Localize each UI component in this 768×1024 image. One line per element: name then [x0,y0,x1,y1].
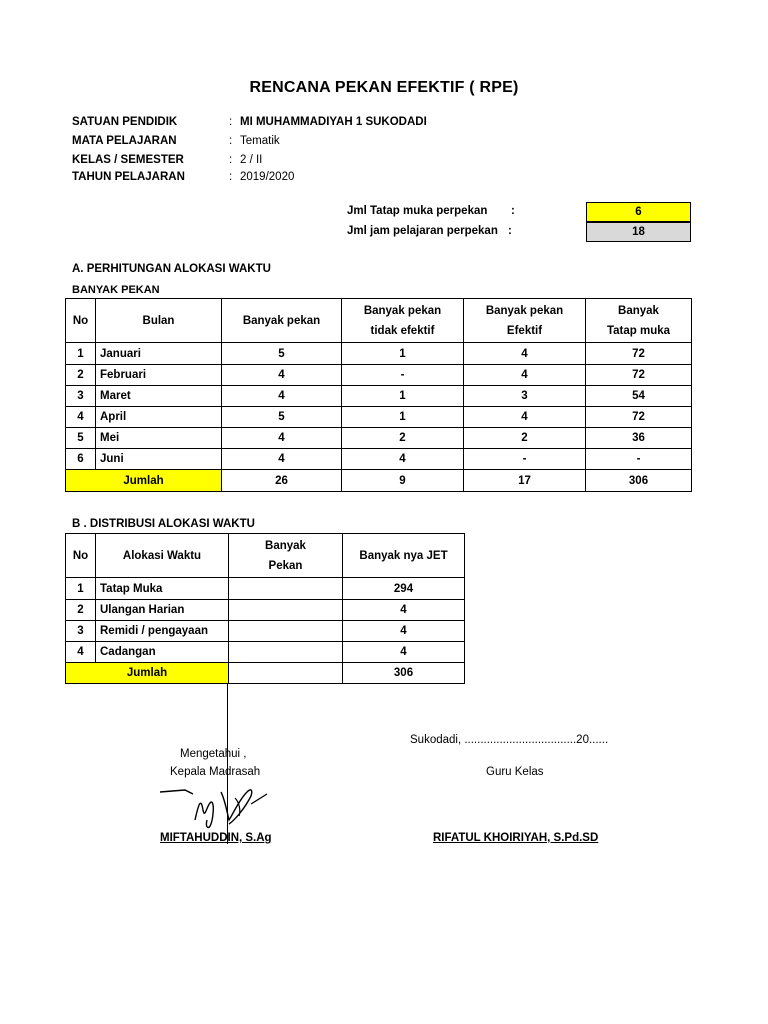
total-efektif: 17 [464,470,586,492]
cell-jet: 4 [343,600,465,621]
header-tatap-muka-line1: Banyak [618,304,659,317]
header-tatap-muka-line2: Tatap muka [606,324,671,337]
cell-pekan [229,578,343,600]
cell-bulan: Maret [96,386,222,407]
table-total-row [66,663,465,684]
header-efektif-line1: Banyak pekan [485,304,564,317]
total-tidak-efektif: 9 [342,470,464,492]
info-label-satuan: SATUAN PENDIDIK [72,116,178,128]
total-jet: 306 [343,663,465,684]
cell-tidak-efektif: - [342,365,464,386]
cell-pekan [229,621,343,642]
document-title: RENCANA PEKAN EFEKTIF ( RPE) [249,79,519,96]
cell-no: 4 [66,642,96,663]
cell-jet: 294 [343,578,465,600]
cell-alokasi: Remidi / pengayaan [96,621,229,642]
cell-tidak-efektif: 1 [342,407,464,428]
jml-tatap-value: 6 [586,202,691,222]
cell-alokasi: Cadangan [96,642,229,663]
cell-pekan: 4 [222,428,342,449]
total-pekan: 26 [222,470,342,492]
cell-no: 2 [66,600,96,621]
cell-no: 2 [66,365,96,386]
cell-alokasi: Tatap Muka [96,578,229,600]
cell-efektif: 4 [464,365,586,386]
signature-right-name: RIFATUL KHOIRIYAH, S.Pd.SD [433,832,599,844]
cell-tatap-muka: 54 [586,386,692,407]
cell-efektif: 4 [464,407,586,428]
header-alokasi: Alokasi Waktu [96,534,229,578]
table-row [66,365,692,386]
signature-left-line2: Kepala Madrasah [170,766,261,778]
total-pekan [229,663,343,684]
header-tatap-muka [586,299,692,343]
header-banyak-pekan [229,534,343,578]
info-value-tahun: 2019/2020 [240,171,295,183]
header-banyak-pekan: Banyak pekan [222,299,342,343]
cell-efektif: 3 [464,386,586,407]
cell-pekan [229,642,343,663]
cell-no: 3 [66,621,96,642]
cell-efektif: - [464,449,586,470]
jml-jam-label: Jml jam pelajaran perpekan [347,225,498,237]
header-banyak-pekan-line2: Pekan [268,559,303,572]
signature-left-line1: Mengetahui , [180,748,247,760]
table-header-row [66,299,692,343]
jml-tatap-label: Jml Tatap muka perpekan [347,205,488,217]
info-label-mapel: MATA PELAJARAN [72,135,177,147]
cell-tatap-muka: 72 [586,407,692,428]
cell-jet: 4 [343,642,465,663]
cell-bulan: Mei [96,428,222,449]
cell-tidak-efektif: 1 [342,386,464,407]
table-row [66,407,692,428]
cell-tatap-muka: 72 [586,365,692,386]
table-total-row [66,470,692,492]
cell-pekan: 4 [222,365,342,386]
table-row [66,642,465,663]
header-banyak-pekan-line1: Banyak [265,539,306,552]
header-efektif-line2: Efektif [506,324,543,337]
table-header-row [66,534,465,578]
cell-efektif: 2 [464,428,586,449]
cell-pekan: 5 [222,407,342,428]
cell-tatap-muka: 36 [586,428,692,449]
handwritten-signature [155,780,275,840]
table-banyak-pekan [65,298,692,492]
header-bulan: Bulan [96,299,222,343]
cell-no: 5 [66,428,96,449]
cell-bulan: Juni [96,449,222,470]
header-tidak-efektif-line1: Banyak pekan [363,304,442,317]
info-colon: : [229,135,233,147]
cell-pekan: 5 [222,343,342,365]
cell-efektif: 4 [464,343,586,365]
table-row [66,600,465,621]
info-label-kelas: KELAS / SEMESTER [72,154,184,166]
cell-tidak-efektif: 2 [342,428,464,449]
header-tidak-efektif [342,299,464,343]
info-value-mapel: Tematik [240,135,280,147]
cell-no: 1 [66,578,96,600]
cell-no: 4 [66,407,96,428]
jml-colon: : [511,205,515,217]
signature-right-role: Guru Kelas [486,766,544,778]
cell-bulan: Januari [96,343,222,365]
jml-jam-value: 18 [586,222,691,242]
table-row [66,343,692,365]
cell-bulan: April [96,407,222,428]
header-tidak-efektif-line2: tidak efektif [370,324,435,337]
cell-tidak-efektif: 4 [342,449,464,470]
table-row [66,428,692,449]
table-row [66,386,692,407]
info-label-tahun: TAHUN PELAJARAN [72,171,185,183]
info-colon: : [229,154,233,166]
section-a-title: A. PERHITUNGAN ALOKASI WAKTU [72,263,271,275]
header-jet: Banyak nya JET [343,534,465,578]
cell-tatap-muka: 72 [586,343,692,365]
cell-tatap-muka: - [586,449,692,470]
jml-colon: : [508,225,512,237]
section-a-subtitle: BANYAK PEKAN [72,284,160,296]
cell-pekan: 4 [222,386,342,407]
info-colon: : [229,116,233,128]
info-colon: : [229,171,233,183]
place-date: Sukodadi, ...................................20...... [410,734,609,746]
total-label: Jumlah [66,663,229,684]
total-label: Jumlah [66,470,222,492]
table-row [66,621,465,642]
cell-alokasi: Ulangan Harian [96,600,229,621]
header-efektif [464,299,586,343]
cell-no: 1 [66,343,96,365]
cell-bulan: Februari [96,365,222,386]
signature-left-name: MIFTAHUDDIN, S.Ag [160,832,272,844]
cell-no: 3 [66,386,96,407]
cell-tidak-efektif: 1 [342,343,464,365]
header-no: No [66,299,96,343]
info-value-kelas: 2 / II [240,154,263,166]
cell-pekan: 4 [222,449,342,470]
info-value-satuan: MI MUHAMMADIYAH 1 SUKODADI [240,116,427,128]
total-tatap-muka: 306 [586,470,692,492]
section-b-title: B . DISTRIBUSI ALOKASI WAKTU [72,518,255,530]
cell-no: 6 [66,449,96,470]
table-row [66,449,692,470]
cell-jet: 4 [343,621,465,642]
cell-pekan [229,600,343,621]
table-row [66,578,465,600]
header-no: No [66,534,96,578]
table-distribusi [65,533,465,684]
